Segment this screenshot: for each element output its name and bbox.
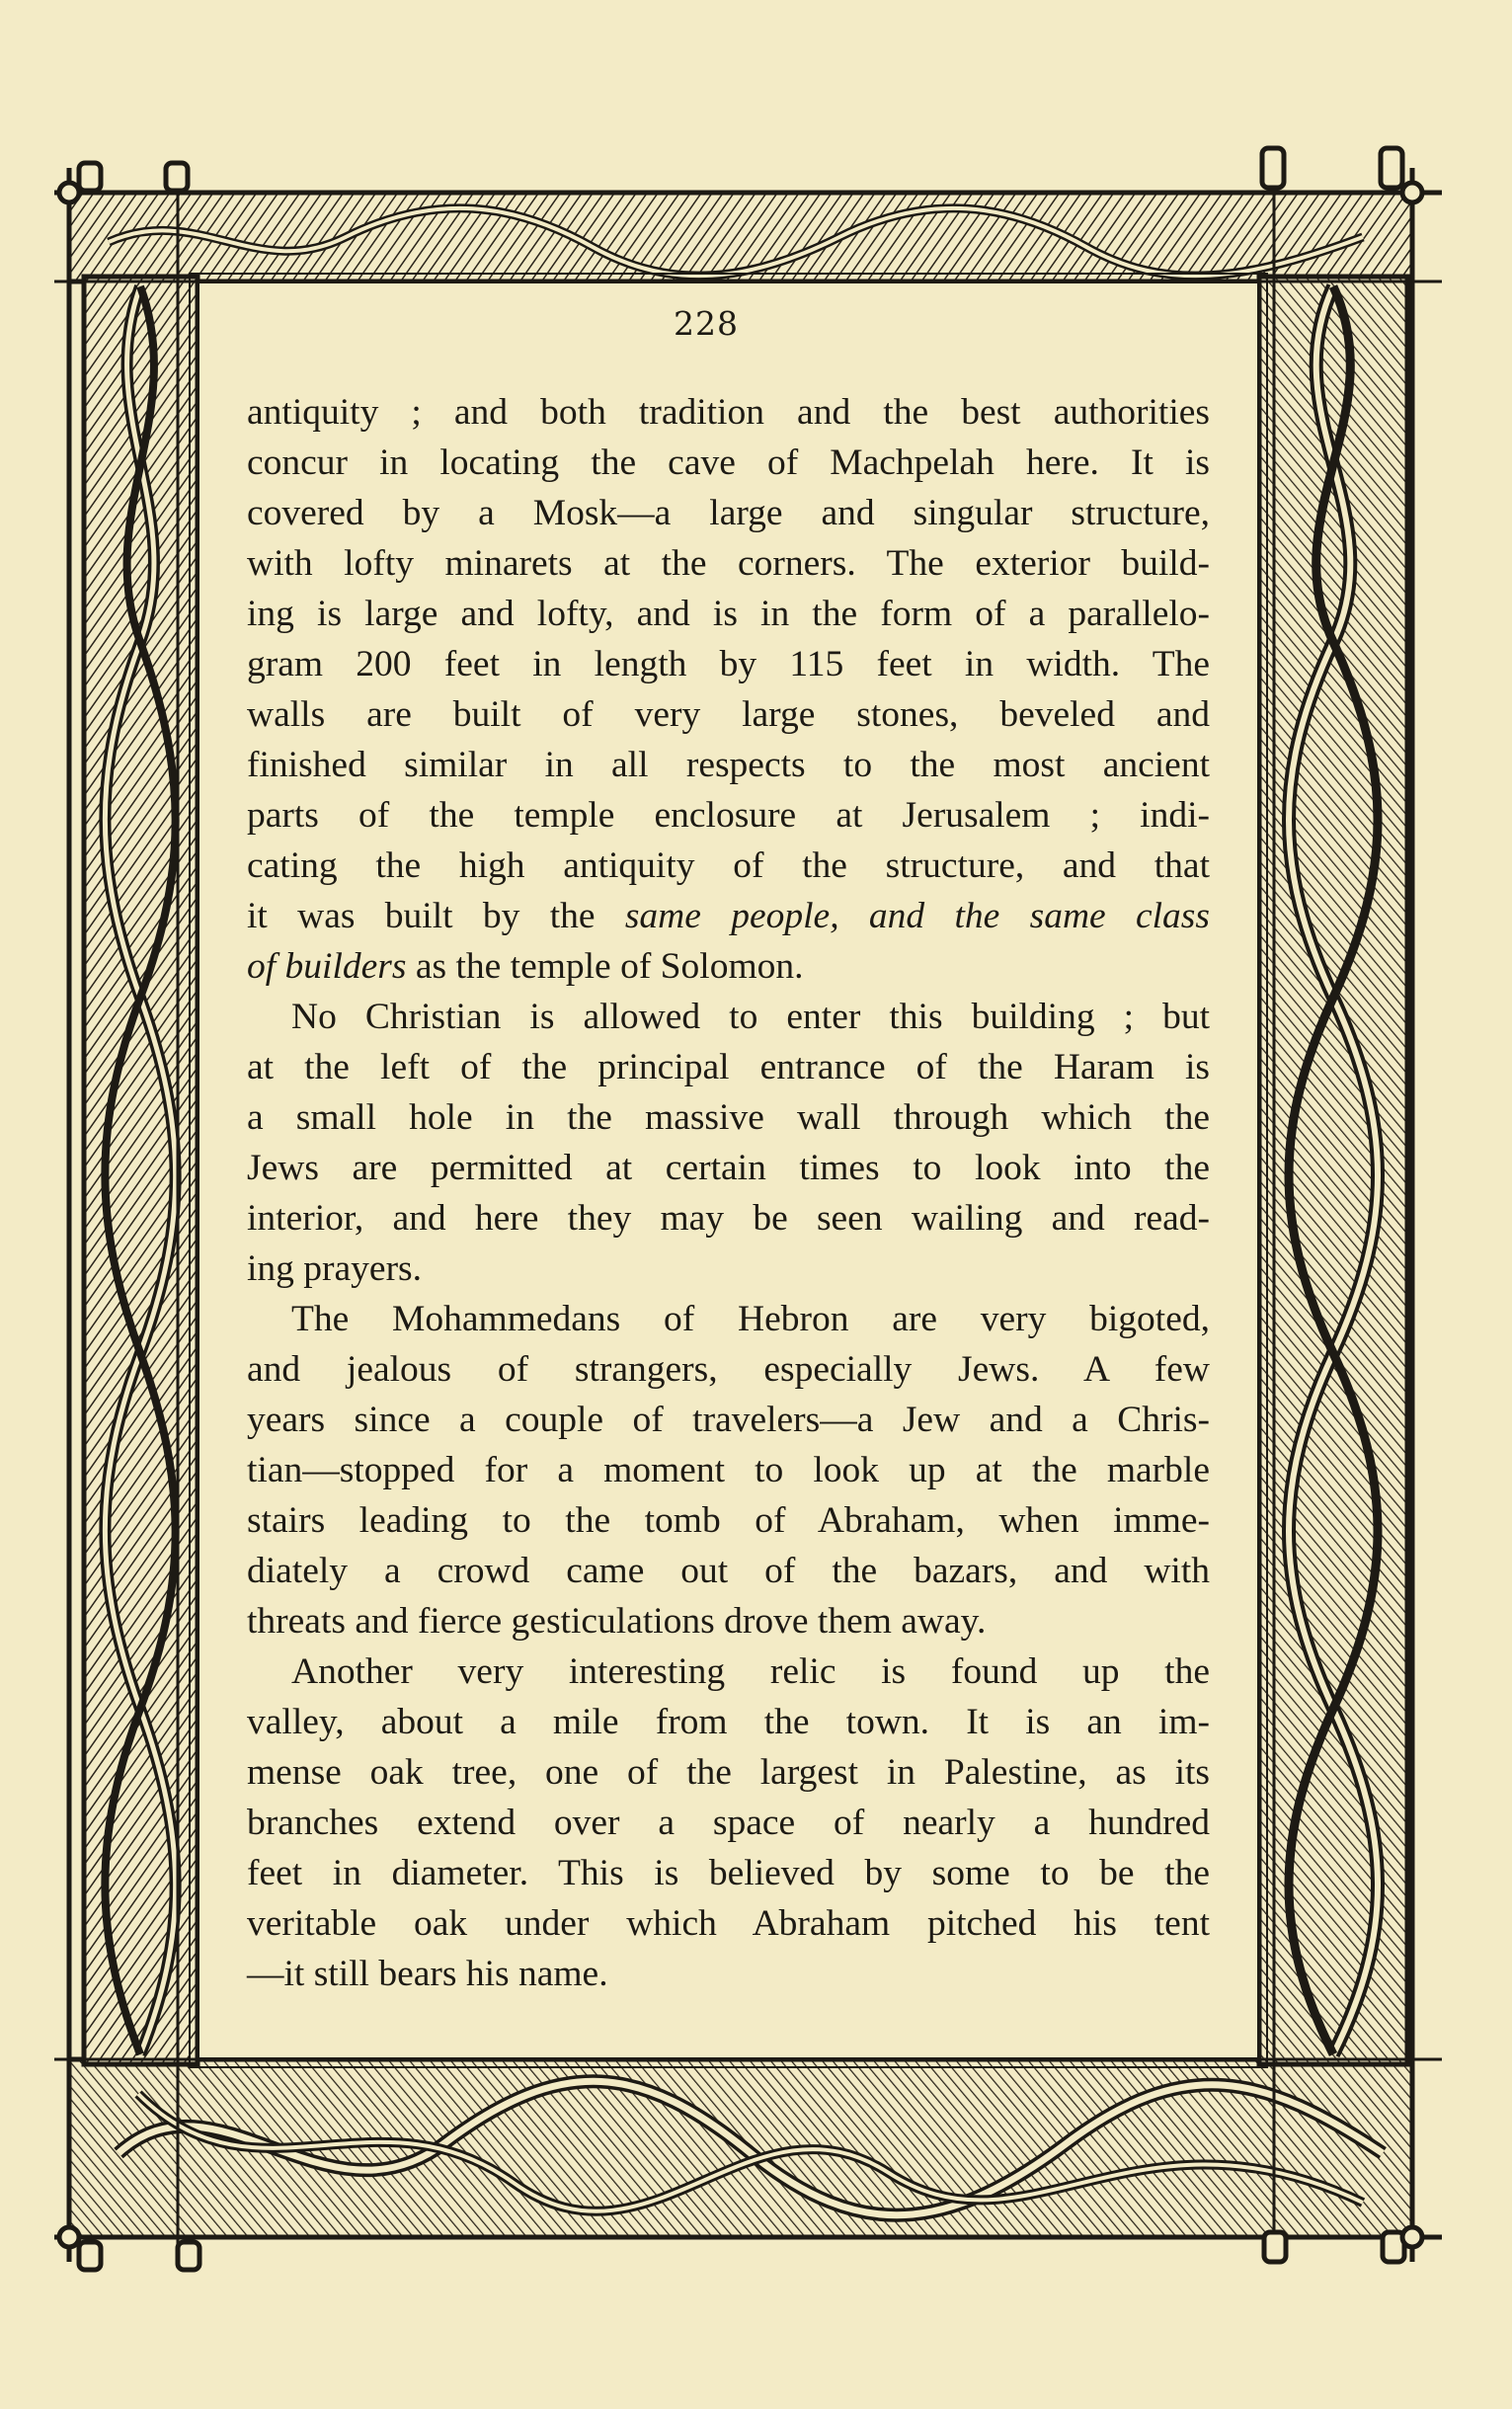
text-line: covered by a Mosk—a large and singular structure, bbox=[247, 493, 1210, 533]
text-line: cating the high antiquity of the structure, and that bbox=[247, 845, 1210, 886]
text-line: years since a couple of travelers—a Jew and a Chris- bbox=[247, 1400, 1210, 1440]
text-line: parts of the temple enclosure at Jerusalem ; indi- bbox=[247, 795, 1210, 836]
italic-phrase: of builders bbox=[247, 946, 407, 987]
text-line: stairs leading to the tomb of Abraham, when imme- bbox=[247, 1500, 1210, 1541]
text-line: finished similar in all respects to the most ancient bbox=[247, 745, 1210, 785]
text-line bbox=[247, 941, 1210, 992]
text-line: interior, and here they may be seen wailing and read- bbox=[247, 1198, 1210, 1239]
text-line: The Mohammedans of Hebron are very bigoted, bbox=[291, 1299, 1210, 1339]
body-text bbox=[247, 387, 1210, 1999]
text-line: with lofty minarets at the corners. The exterior build- bbox=[247, 543, 1210, 584]
text-line: branches extend over a space of nearly a hundred bbox=[247, 1803, 1210, 1843]
border-top-band bbox=[69, 193, 1412, 281]
text-line: No Christian is allowed to enter this building ; but bbox=[291, 997, 1210, 1037]
text-line: concur in locating the cave of Machpelah here. It is bbox=[247, 442, 1210, 483]
text-line: ing is large and lofty, and is in the form of a parallelo- bbox=[247, 594, 1210, 634]
text-line: Another very interesting relic is found up the bbox=[291, 1651, 1210, 1692]
text-segment: as the temple of Solomon. bbox=[406, 946, 804, 987]
text-segment: it was built by the bbox=[247, 896, 596, 936]
text-line: ing prayers. bbox=[247, 1248, 423, 1289]
text-line: Jews are permitted at certain times to look into the bbox=[247, 1148, 1210, 1188]
text-line: tian—stopped for a moment to look up at the marble bbox=[247, 1450, 1210, 1490]
text-line: walls are built of very large stones, beveled and bbox=[247, 694, 1210, 735]
text-line: veritable oak under which Abraham pitched his tent bbox=[247, 1903, 1210, 1944]
text-line: antiquity ; and both tradition and the best authorities bbox=[247, 392, 1210, 433]
page-number: 228 bbox=[674, 304, 739, 343]
text-line: mense oak tree, one of the largest in Palestine, as its bbox=[247, 1752, 1210, 1793]
text-line: feet in diameter. This is believed by some to be the bbox=[247, 1853, 1210, 1893]
text-line: threats and fierce gesticulations drove them away. bbox=[247, 1601, 987, 1642]
border-bottom-band bbox=[69, 2059, 1412, 2237]
text-line: gram 200 feet in length by 115 feet in width. The bbox=[247, 644, 1210, 684]
text-line: diately a crowd came out of the bazars, and with bbox=[247, 1551, 1210, 1591]
text-line: a small hole in the massive wall through which the bbox=[247, 1097, 1210, 1138]
text-line: —it still bears his name. bbox=[247, 1954, 608, 1994]
text-line: valley, about a mile from the town. It is an im- bbox=[247, 1702, 1210, 1742]
text-line: and jealous of strangers, especially Jews. A few bbox=[247, 1349, 1210, 1390]
text-line bbox=[247, 891, 1210, 941]
border-right-band bbox=[1259, 277, 1407, 2064]
border-left-band bbox=[84, 277, 198, 2064]
text-line: at the left of the principal entrance of the Haram is bbox=[247, 1047, 1210, 1087]
italic-phrase: same people, and the same class bbox=[624, 896, 1210, 936]
